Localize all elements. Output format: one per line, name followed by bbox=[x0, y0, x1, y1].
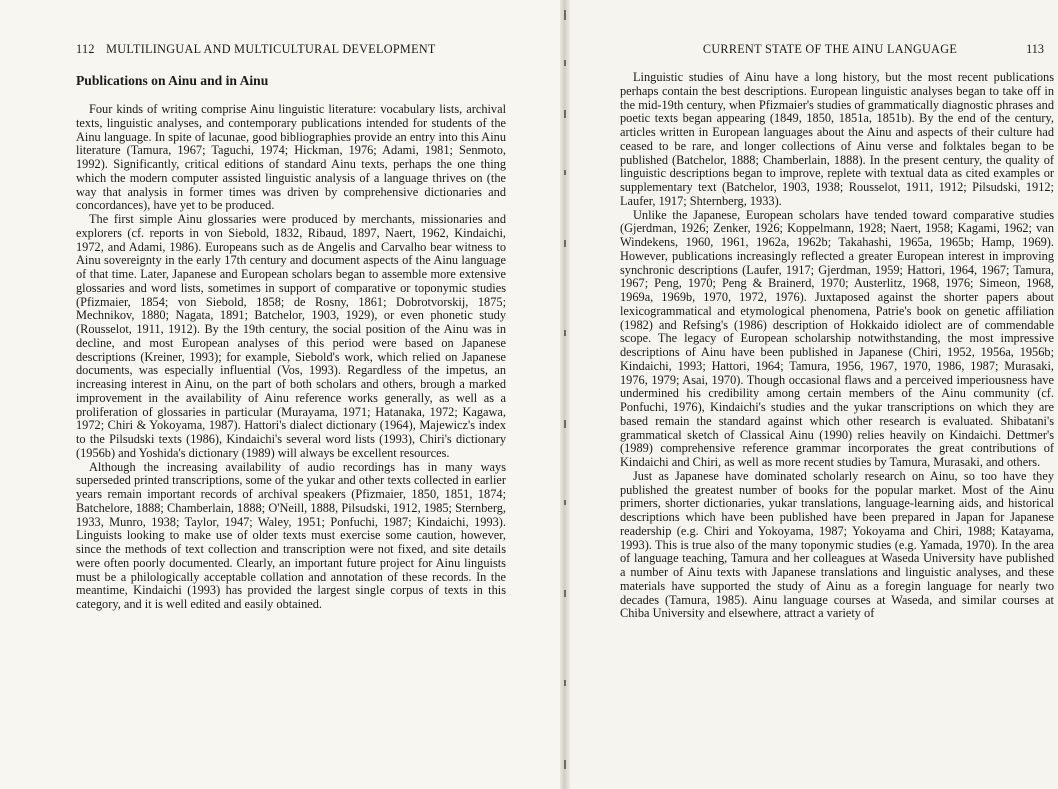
left-running-head-title: MULTILINGUAL AND MULTICULTURAL DEVELOPMENT bbox=[106, 42, 436, 56]
right-body-text bbox=[620, 71, 1054, 621]
left-paragraph: Although the increasing availability of audio recordings has in many ways superseded printed transcriptions, some of the yukar and other texts collected in earlier years remain important records of archival speakers (Pfizmaier, 1850, 1851, 1874; Batchelore, 1888; Chamberlain, 1888; O'Neill, 1888, Pilsudski, 1912, 1985; Sternberg, 1933, Munro, 1938; Taylor, 1947; Waley, 1951; Ponfuchi, 1987; Kindaichi, 1993). Linguists looking to make use of older texts must exercise some caution, however, since the methods of text collection and transcription were not fixed, and site details were often poorly documented. Clearly, an important future project for Ainu linguists must be a philologically acceptable collation and annotation of these records. In the meantime, Kindaichi (1993) has provided the largest single corpus of texts in this category, and it is well edited and easily obtained. bbox=[76, 459, 506, 611]
left-page-number: 112 bbox=[76, 42, 95, 56]
section-title: Publications on Ainu and in Ainu bbox=[76, 73, 269, 88]
right-paragraph: Just as Japanese have dominated scholarly research on Ainu, so too have they published the greatest number of books for the popular market. Most of the Ainu primers, shorter dictionaries, yukar translations, language-learning aids, and historical descriptions which have been published have been prepared in Japan for Japanese readership (e.g. Chiri and Yokoyama, 1987; Yokoyama and Chiri, 1988; Katayama, 1993). This is true also of the many toponymic studies (e.g. Yamada, 1970). In the area of language teaching, Tamura and her colleagues at Waseda University have published a number of Ainu texts with Japanese translations and linguistic analyses, and these materials have supported the study of Ainu as a foregin language for nearly two decades (Tamura, 1985). Ainu language courses at Waseda, and similar courses at Chiba University and elsewhere, attract a variety of bbox=[620, 468, 1054, 621]
right-running-head: CURRENT STATE OF THE AINU LANGUAGE bbox=[702, 42, 958, 56]
book-gutter bbox=[560, 0, 570, 789]
right-paragraph: Linguistic studies of Ainu have a long history, but the most recent publications perhaps contain the best descriptions. European linguistic analyses began to take off in the mid-19th century, when Pfizmaier's studies of grammatically diagnostic phrases and poetic texts began appearing (1849, 1850, 1851a, 1851b). By the end of the century, articles written in European languages about the Ainu and aspects of their culture had ceased to be rare, and longer collections of Ainu verse and folktales began to be published (Batchelor, 1888; Chamberlain, 1888). In the present century, the quality of linguistic descriptions began to improve, replete with textual data as cited examples or supplementary text (Batchelor, 1903, 1938; Rousselot, 1911, 1912; Pilsudski, 1912; Laufer, 1917; Shternberg, 1933). bbox=[620, 70, 1054, 208]
left-paragraph: Four kinds of writing comprise Ainu linguistic literature: vocabulary lists, archival texts, linguistic analyses, and contemporary publications intended for students of the Ainu language. In spite of lacunae, good bibliographies provide an entry into this Ainu literature (Tamura, 1967; Taguchi, 1974; Hickman, 1976; Adami, 1981; Senmoto, 1992). Significantly, critical editions of standard Ainu texts, perhaps the one thing which the modern computer assisted linguistic analysis of a language thrives on (the way that analysis in former times was driven by comprehensive dictionaries and concordances), have yet to be produced. bbox=[76, 102, 506, 213]
right-paragraph: Unlike the Japanese, European scholars have tended toward comparative studies (Gjerdman, 1926; Zenker, 1926; Koppelmann, 1928; Naert, 1958; Kagami, 1962; van Windekens, 1960, 1961, 1962a, 1962b; Takahashi, 1965a, 1965b; Hamp, 1969). However, publications increasingly reflected a greater European interest in improving synchronic descriptions (Laufer, 1917; Gjerdman, 1959; Hattori, 1964, 1967; Tamura, 1967; Peng, 1970; Peng & Brainerd, 1970; Austerlitz, 1968, 1976; Simeon, 1968, 1969a, 1969b, 1970, 1972, 1976). Juxtaposed against the shorter papers about lexicogrammatical and etymological phenomena, Patrie's book on genetic affiliation (1982) and Refsing's (1986) description of Hokkaido idiolect are of commendable scope. The legacy of European scholarship notwithstanding, the most impressive descriptions of Ainu have been published in Japanese (Chiri, 1952, 1956a, 1956b; Kindaichi, 1993; Hattori, 1964; Tamura, 1956, 1967, 1970, 1986, 1987; Murasaki, 1976, 1979; Asai, 1970). Though occasional flaws and a perceived imperiousness have undermined his credibility among certain members of the Ainu community (cf. Ponfuchi, 1976), Kindaichi's studies and the yukar transcriptions on which they are based remain the standard against which other research is evaluated. Shibatani's grammatical sketch of Classical Ainu (1990) relies heavily on Kindaichi. Dettmer's (1989) comprehensive reference grammar incorporates the great contributions of Kindaichi and Chiri, as well as more recent studies by Tamura, Murasaki, and others. bbox=[620, 207, 1054, 469]
right-page bbox=[564, 0, 1058, 789]
left-paragraph: The first simple Ainu glossaries were produced by merchants, missionaries and explorers (cf. reports in von Siebold, 1832, Ribaud, 1897, Naert, 1962, Kindaichi, 1972, and Adami, 1986). Europeans such as de Angelis and Carvalho bear witness to Ainu sovereignty in the early 17th century and document aspects of the Ainu language of that time. Later, Japanese and European scholars began to assemble more extensive glossaries and word lists, sometimes in support of comparative or toponymic studies (Pfizmaier, 1854; von Siebold, 1858; de Rosny, 1861; Dobrotvorskij, 1875; Mechnikov, 1880; Nagata, 1891; Batchelor, 1903, 1929), or even phonetic study (Rousselot, 1911, 1912). By the 19th century, the social position of the Ainu was in decline, and most European analyses of this period were based on Japanese descriptions (Kreiner, 1993); for example, Siebold's work, which relied on Japanese documents, was especially influential (Vos, 1993). Regardless of the impetus, an increasing interest in Ainu, on the part of both scholars and others, brough a marked improvement in the availability of Ainu reference works generally, as well as a proliferation of glossaries in particular (Murayama, 1971; Hatanaka, 1972; Kagawa, 1972; Chiri & Yokoyama, 1987). Hattori's dialect dictionary (1964), Majewicz's index to the Pilsudski texts (1986), Kindaichi's several word lists (1993), Chiri's dictionary (1956b) and Yoshida's dictionary (1989) will always be excellent resources. bbox=[76, 212, 506, 460]
right-page-number: 113 bbox=[1026, 42, 1044, 56]
left-running-head bbox=[76, 42, 506, 57]
left-body-text bbox=[76, 103, 506, 612]
